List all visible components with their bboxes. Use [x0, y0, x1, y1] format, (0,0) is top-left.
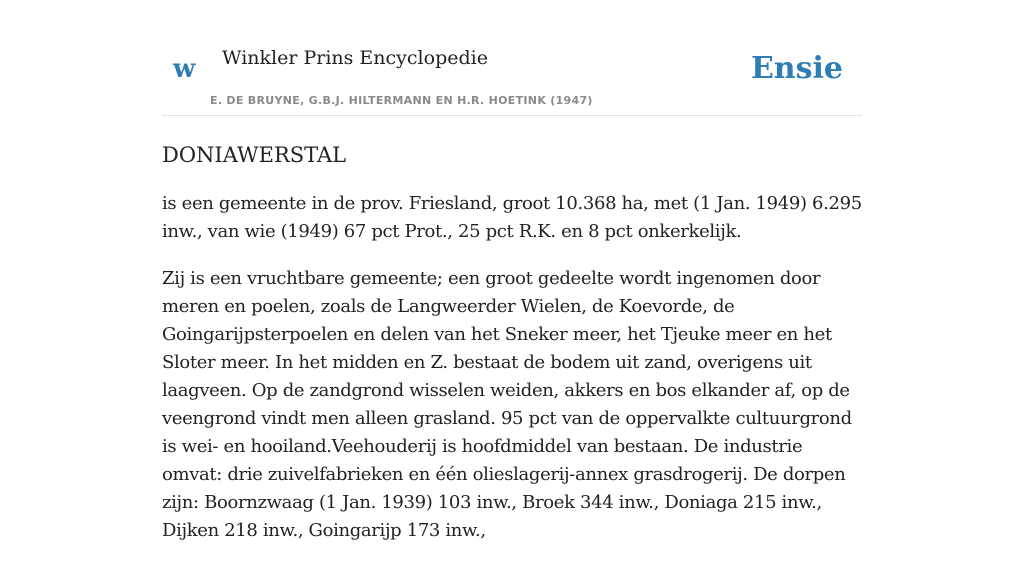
brand-logo-link[interactable]: Ensie	[750, 51, 843, 86]
article-title: DONIAWERSTAL	[162, 143, 347, 167]
site-title-link[interactable]: Winkler Prins Encyclopedie	[222, 47, 488, 69]
site-authors: E. DE BRUYNE, G.B.J. HILTERMANN EN H.R. HOETINK (1947)	[210, 94, 593, 107]
site-logo[interactable]: w	[173, 54, 196, 84]
article-paragraph: Zij is een vruchtbare gemeente; een groot gedeelte wordt ingenomen door meren en poelen, zoals de Langweerder Wielen, de Koevorde, de Goingarijpsterpoelen en delen van het Sneker meer, het Tjeuke meer en het Sloter meer. In het midden en Z. bestaat de bodem uit zand, overigens uit laagveen. Op de zandgrond wisselen weiden, akkers en bos elkander af, op de veengrond vindt men alleen grasland. 95 pct van de oppervalkte cultuurgrond is wei- en hooiland.Veehouderij is hoofdmiddel van bestaan. De industrie omvat: drie zuivelfabrieken en één olieslagerij-annex grasdrogerij. De dorpen zijn: Boornzwaag (1 Jan. 1939) 103 inw., Broek 344 inw., Doniaga 215 inw., Dijken 218 inw., Goingarijp 173 inw.,	[162, 268, 852, 541]
article-body	[162, 140, 862, 564]
site-header	[162, 40, 862, 116]
article-paragraph: is een gemeente in de prov. Friesland, groot 10.368 ha, met (1 Jan. 1949) 6.295 inw., van wie (1949) 67 pct Prot., 25 pct R.K. en 8 pct onkerkelijk.	[162, 193, 862, 242]
